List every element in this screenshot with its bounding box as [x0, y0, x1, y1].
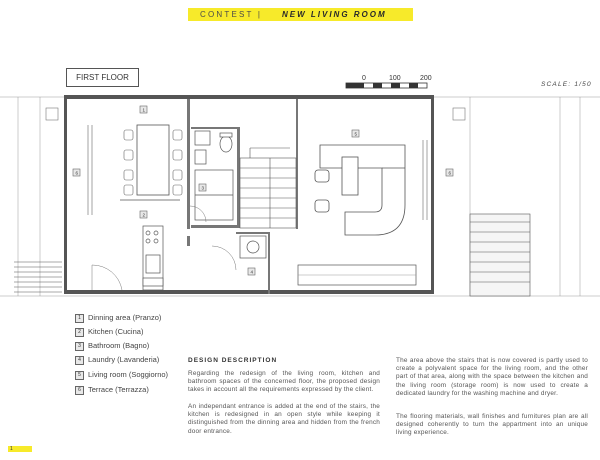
bathroom-fixtures	[195, 131, 233, 220]
legend-num: 4	[75, 356, 84, 365]
scale-mark-100: 100	[389, 75, 401, 82]
legend-label: Living room (Soggiorno)	[88, 370, 169, 379]
legend-label: Dinning area (Pranzo)	[88, 313, 162, 322]
room-tag-4: 4	[250, 269, 254, 275]
description-paragraph-1: Regarding the redesign of the living room, kitchen and bathroom spaces of the concerned floor, the proposed design takes in account all the requirements expressed by the client.	[188, 370, 380, 394]
header-project-title: NEW LIVING ROOM	[282, 10, 387, 19]
legend-label: Laundry (Lavanderia)	[88, 355, 160, 364]
exterior-walls	[64, 95, 434, 294]
kitchen-counter	[143, 226, 163, 290]
floor-label: FIRST FLOOR	[66, 68, 139, 87]
legend-label: Kitchen (Cucina)	[88, 327, 144, 336]
header-contest-label: CONTEST |	[200, 10, 263, 19]
legend-num: 1	[75, 314, 84, 323]
legend-num: 5	[75, 371, 84, 380]
laundry-fixtures	[240, 236, 266, 258]
room-tag-6b: 6	[448, 170, 452, 176]
description-title: DESIGN DESCRIPTION	[188, 357, 278, 364]
room-tag-3: 3	[201, 185, 205, 191]
scale-mark-0: 0	[362, 75, 366, 82]
room-tag-2: 2	[142, 212, 146, 218]
legend-num: 3	[75, 342, 84, 351]
room-tag-5: 5	[354, 131, 358, 137]
living-room-sofa	[315, 145, 405, 235]
description-paragraph-2: An independant entrance is added at the end of the stairs, the kitchen is redesigned in an open style while keeping it distinguished from the dinning area and hidden from the french door entrance.	[188, 403, 380, 435]
legend-label: Bathroom (Bagno)	[88, 341, 150, 350]
scale-mark-200: 200	[420, 75, 432, 82]
description-paragraph-4: The flooring materials, wall finishes and furnitures plan are all designed coherently to turn the appartment into an unique living experience.	[396, 413, 588, 437]
scale-text: SCALE: 1/50	[541, 81, 592, 88]
dining-table	[120, 125, 182, 200]
legend-num: 2	[75, 328, 84, 337]
legend-label: Terrace (Terrazza)	[88, 385, 149, 394]
left-terrace-stairs	[14, 262, 62, 292]
scale-bar	[346, 75, 432, 88]
page-number: 1	[8, 446, 32, 452]
staircase	[240, 148, 296, 228]
room-tag-6a: 6	[75, 170, 79, 176]
right-terrace-stairs	[470, 214, 530, 296]
description-paragraph-3: The area above the stairs that is now covered is partly used to create a polyvalent space for the living room, and the other part of that area, along with the space between the kitchen and the living room (storage room) is now used to create a dedicated laundry for the washing machine and dryer.	[396, 357, 588, 397]
legend-num: 6	[75, 386, 84, 395]
room-tag-1: 1	[142, 107, 146, 113]
